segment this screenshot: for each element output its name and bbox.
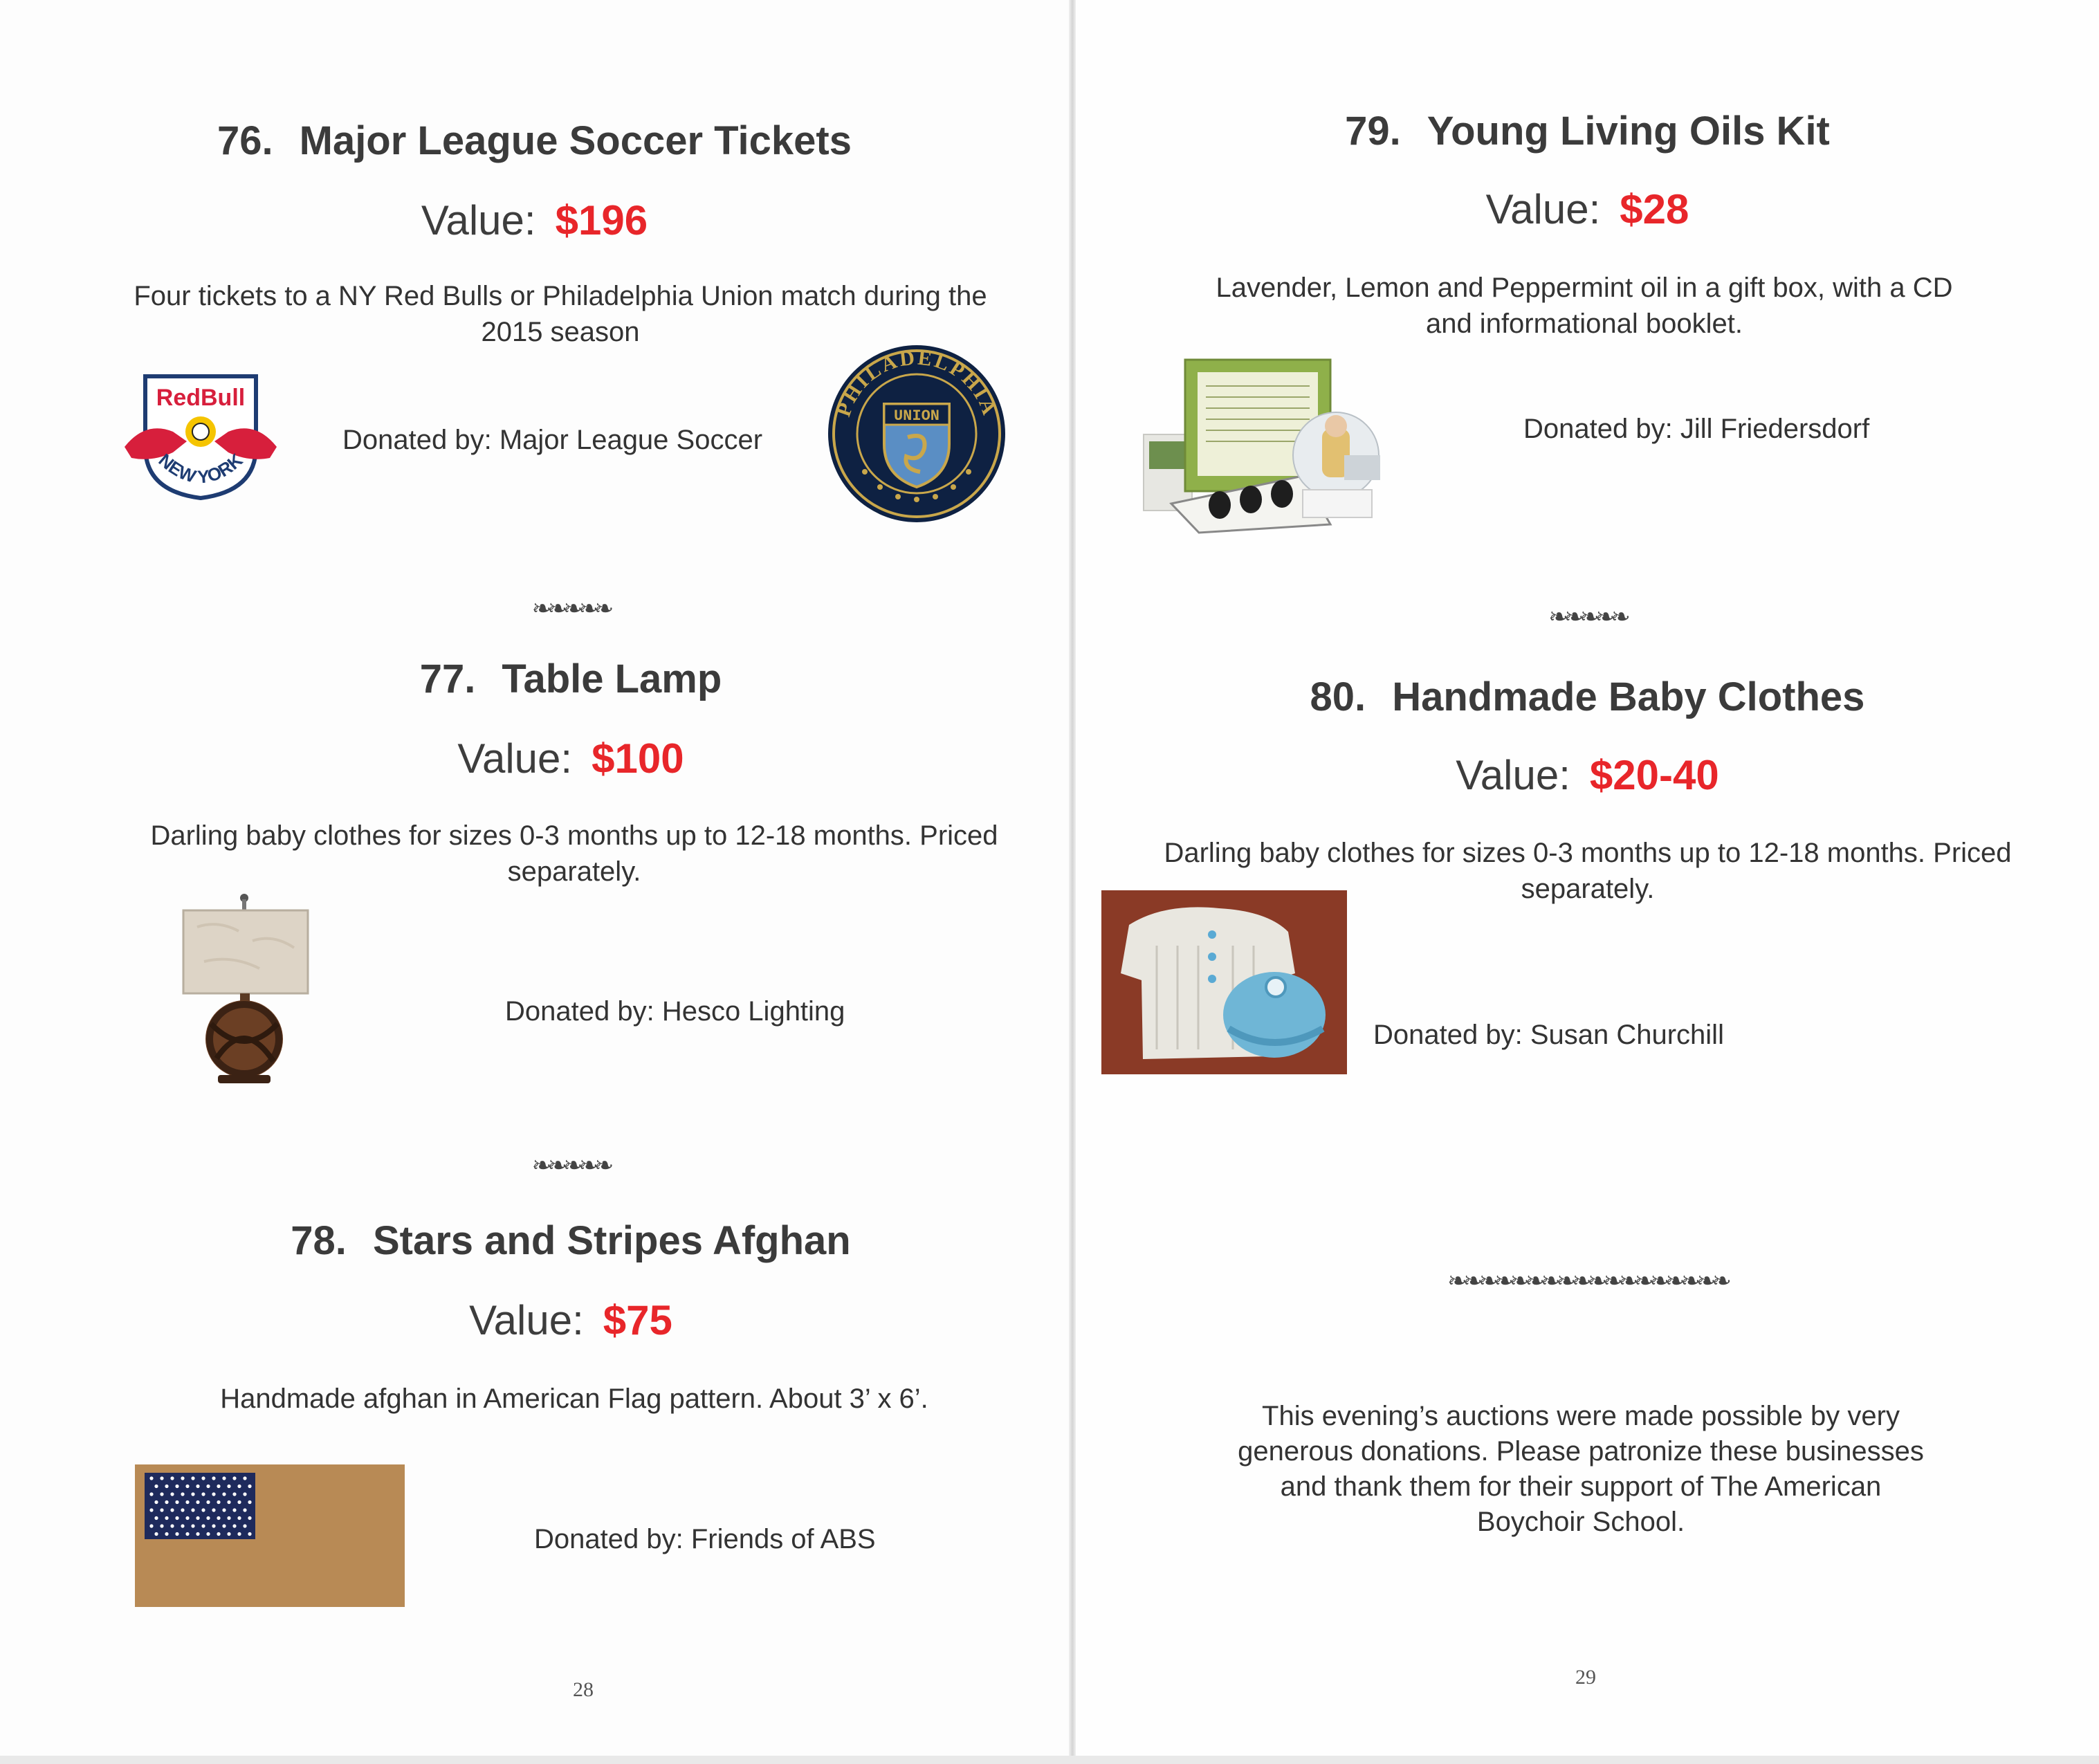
flag-star — [237, 1485, 241, 1488]
flag-star — [149, 1492, 153, 1496]
flag-star — [191, 1508, 194, 1512]
item-title-text: Young Living Oils Kit — [1427, 109, 1830, 154]
flag-star — [217, 1485, 220, 1488]
item-77-title — [0, 656, 1142, 702]
flag-star — [201, 1492, 205, 1496]
flag-star — [217, 1532, 220, 1536]
flag-star — [185, 1500, 189, 1504]
union-shield-text: UNION — [893, 407, 940, 425]
item-80-donor: Donated by: Susan Churchill — [1373, 1020, 1724, 1050]
value-label: Value: — [469, 1297, 584, 1343]
flag-star — [222, 1524, 226, 1527]
flag-star — [217, 1516, 220, 1520]
page-number: 28 — [573, 1678, 594, 1701]
item-number: 80. — [1310, 674, 1366, 719]
item-77-donor: Donated by: Hesco Lighting — [505, 996, 845, 1027]
item-title-text: Handmade Baby Clothes — [1392, 674, 1865, 719]
flag-star — [154, 1516, 158, 1520]
flag-star — [160, 1524, 163, 1527]
flag-star — [232, 1476, 236, 1480]
item-number: 79. — [1345, 109, 1401, 154]
flag-star — [222, 1492, 226, 1496]
item-78-donor: Donated by: Friends of ABS — [534, 1524, 876, 1554]
flag-star — [181, 1492, 184, 1496]
flag-star — [206, 1516, 210, 1520]
item-title-text: Table Lamp — [502, 656, 722, 701]
item-number: 78. — [291, 1218, 347, 1263]
flag-star — [222, 1476, 226, 1480]
flag-star — [149, 1476, 153, 1480]
union-ring-text: PHILADELPHIA — [832, 346, 1002, 420]
value-label: Value: — [457, 735, 573, 782]
flag-star — [232, 1492, 236, 1496]
flag-star — [196, 1532, 199, 1536]
flag-star — [160, 1492, 163, 1496]
value-label: Value: — [421, 197, 536, 244]
flag-star — [212, 1492, 215, 1496]
flag-star — [222, 1508, 226, 1512]
value-amount: $20-40 — [1589, 752, 1719, 798]
flag-star — [185, 1485, 189, 1488]
flag-star — [191, 1524, 194, 1527]
flag-star — [206, 1500, 210, 1504]
handmade-baby-clothes-photo — [1101, 890, 1347, 1074]
ornament-divider: ❧❧❧❧❧ — [1548, 603, 1626, 631]
flag-star — [175, 1532, 178, 1536]
flag-star — [185, 1532, 189, 1536]
flag-star — [227, 1500, 230, 1504]
table-lamp-photo — [176, 892, 315, 1086]
item-76-description: Four tickets to a NY Red Bulls or Philadelphia Union match during the 2015 season — [134, 281, 987, 347]
flag-star — [243, 1524, 246, 1527]
item-76-value — [0, 196, 1069, 244]
redbull-logo-city: NEW YORK — [154, 449, 247, 488]
flag-star — [243, 1492, 246, 1496]
value-amount: $100 — [592, 735, 684, 782]
flag-star — [170, 1508, 174, 1512]
item-79-donor: Donated by: Jill Friedersdorf — [1523, 414, 1870, 444]
redbull-logo-text: RedBull — [156, 385, 246, 411]
value-amount: $196 — [555, 197, 648, 244]
flag-star — [206, 1485, 210, 1488]
flag-star — [212, 1524, 215, 1527]
item-title-text: Major League Soccer Tickets — [299, 118, 852, 163]
american-flag-afghan-photo — [135, 1464, 405, 1607]
flag-star — [212, 1508, 215, 1512]
flag-star — [196, 1516, 199, 1520]
item-number: 77. — [419, 656, 476, 701]
flag-star — [175, 1516, 178, 1520]
flag-star — [149, 1524, 153, 1527]
philadelphia-union-logo — [823, 340, 1010, 527]
item-76-title — [0, 118, 1069, 164]
flag-star — [175, 1485, 178, 1488]
item-title-text: Stars and Stripes Afghan — [372, 1218, 851, 1263]
flag-star — [154, 1485, 158, 1488]
value-amount: $28 — [1620, 186, 1689, 232]
flag-star — [181, 1476, 184, 1480]
flag-star — [227, 1532, 230, 1536]
flag-star — [201, 1524, 205, 1527]
right-page — [1076, 0, 2099, 1764]
item-77-value — [0, 735, 1142, 782]
book-gutter — [1069, 0, 1076, 1764]
flag-star — [243, 1476, 246, 1480]
value-label: Value: — [1485, 186, 1601, 232]
flag-star — [181, 1524, 184, 1527]
flag-star — [248, 1500, 251, 1504]
ornament-divider-long: ❧❧❧❧❧❧❧❧❧❧❧❧❧❧❧❧❧❧ — [1447, 1267, 1727, 1295]
item-76-donor: Donated by: Major League Soccer — [342, 425, 763, 455]
young-living-oils-kit-photo — [1137, 351, 1386, 538]
ornament-divider: ❧❧❧❧❧ — [531, 1152, 610, 1179]
value-label: Value: — [1456, 752, 1570, 798]
flag-star — [170, 1476, 174, 1480]
item-78-title — [0, 1218, 1142, 1264]
flag-star — [227, 1485, 230, 1488]
value-amount: $75 — [603, 1297, 672, 1343]
item-80-value — [1076, 751, 2099, 799]
flag-star — [154, 1532, 158, 1536]
flag-star — [201, 1476, 205, 1480]
flag-star — [165, 1500, 168, 1504]
item-number: 76. — [217, 118, 273, 163]
flag-star — [196, 1485, 199, 1488]
flag-star — [248, 1532, 251, 1536]
flag-star — [149, 1508, 153, 1512]
item-80-title — [1076, 674, 2099, 720]
flag-star — [237, 1516, 241, 1520]
flag-star — [175, 1500, 178, 1504]
flag-star — [165, 1516, 168, 1520]
flag-star — [196, 1500, 199, 1504]
redbull-logo — [118, 365, 284, 504]
flag-star — [248, 1516, 251, 1520]
flag-star — [206, 1532, 210, 1536]
flag-star — [212, 1476, 215, 1480]
page-number: 29 — [1575, 1666, 1596, 1689]
flag-star — [165, 1485, 168, 1488]
flag-star — [191, 1476, 194, 1480]
flag-star — [232, 1508, 236, 1512]
flag-star — [237, 1500, 241, 1504]
flag-star — [243, 1508, 246, 1512]
flag-star — [248, 1485, 251, 1488]
item-78-value — [0, 1296, 1142, 1344]
flag-star — [154, 1500, 158, 1504]
item-77-description: Darling baby clothes for sizes 0-3 months up to 12-18 months. Priced separately. — [150, 820, 998, 887]
flag-star — [160, 1508, 163, 1512]
item-79-value — [1076, 185, 2099, 233]
flag-star — [227, 1516, 230, 1520]
flag-star — [160, 1476, 163, 1480]
item-80-description: Darling baby clothes for sizes 0-3 months up to 12-18 months. Priced separately. — [1164, 838, 2012, 904]
closing-statement: This evening’s auctions were made possible by very generous donations. Please patronize these businesses and thank them for their support of The American Boychoir School. — [1238, 1401, 1924, 1537]
flag-star — [191, 1492, 194, 1496]
page-bottom-edge — [0, 1756, 2099, 1764]
flag-star — [185, 1516, 189, 1520]
item-78-description: Handmade afghan in American Flag pattern. About 3’ x 6’. — [220, 1384, 928, 1414]
item-79-title — [1076, 108, 2099, 154]
flag-star — [165, 1532, 168, 1536]
flag-star — [170, 1492, 174, 1496]
flag-star — [181, 1508, 184, 1512]
flag-star — [201, 1508, 205, 1512]
ornament-divider: ❧❧❧❧❧ — [531, 595, 610, 623]
flag-star — [170, 1524, 174, 1527]
flag-star — [237, 1532, 241, 1536]
flag-star — [217, 1500, 220, 1504]
flag-star — [232, 1524, 236, 1527]
item-79-description: Lavender, Lemon and Peppermint oil in a gift box, with a CD and informational booklet. — [1216, 273, 1953, 339]
